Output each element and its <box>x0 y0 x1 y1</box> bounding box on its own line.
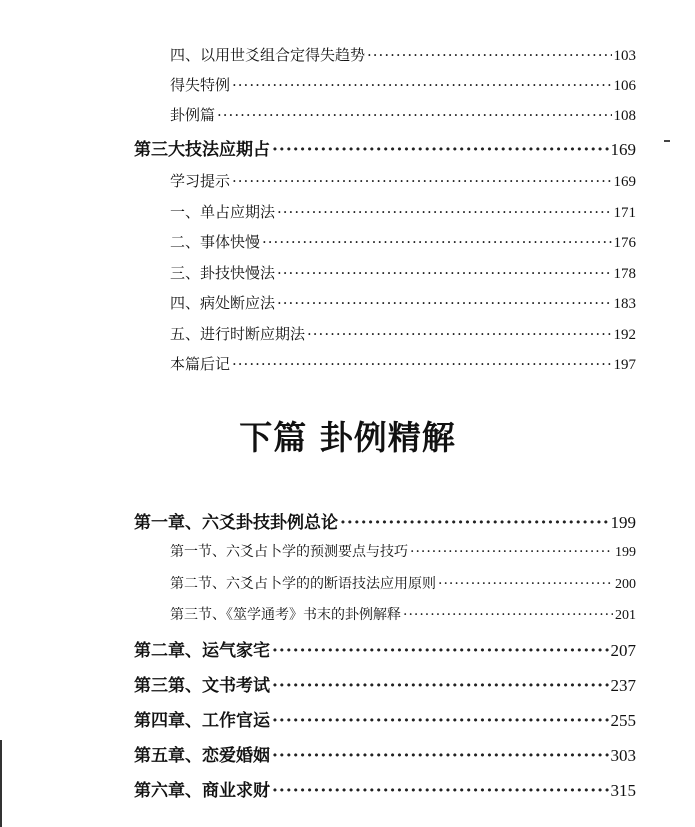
dot-leader <box>277 203 611 221</box>
toc-entry[interactable] <box>170 201 636 222</box>
toc-entry-page: 108 <box>613 108 636 124</box>
toc-entry-label: 得失特例 <box>170 76 231 94</box>
toc-chapter-entry[interactable] <box>134 706 636 731</box>
dot-leader <box>438 576 613 592</box>
toc-chapter-entry[interactable] <box>134 776 636 801</box>
toc-entry-page: 169 <box>610 140 636 159</box>
toc-entry-label: 第五章、恋爱婚姻 <box>134 746 270 766</box>
toc-entry-label: 四、以用世爻组合定得失趋势 <box>170 46 366 64</box>
toc-entry[interactable] <box>170 44 636 65</box>
dot-leader <box>403 607 613 623</box>
toc-entry-label: 第四章、工作官运 <box>134 711 270 731</box>
toc-chapter-entry[interactable] <box>134 508 636 533</box>
dot-leader <box>410 544 613 560</box>
dot-leader <box>272 711 609 731</box>
toc-entry[interactable] <box>170 323 636 344</box>
dot-leader <box>217 106 611 124</box>
toc-entry-page: 176 <box>613 235 636 251</box>
dot-leader <box>277 264 611 282</box>
toc-entry-label: 本篇后记 <box>170 355 231 373</box>
toc-entry-page: 169 <box>613 174 636 190</box>
toc-entry-page: 106 <box>613 78 636 94</box>
toc-entry[interactable] <box>170 74 636 95</box>
toc-entry[interactable] <box>170 104 636 125</box>
toc-entry-page: 103 <box>613 48 636 64</box>
toc-entry-label: 一、单占应期法 <box>170 203 276 221</box>
toc-entry-label: 学习提示 <box>170 172 231 190</box>
toc-entry-page: 200 <box>615 577 636 592</box>
toc-entry-page: 171 <box>613 205 636 221</box>
toc-chapter-entry[interactable] <box>134 671 636 696</box>
toc-entry-page: 178 <box>613 266 636 282</box>
toc-entry-page: 199 <box>610 513 636 532</box>
toc-entry-page: 255 <box>610 711 636 730</box>
toc-entry-label: 第一章、六爻卦技卦例总论 <box>134 513 338 533</box>
toc-entry-page: 207 <box>610 641 636 660</box>
dot-leader <box>272 641 609 661</box>
toc-chapter-entry[interactable] <box>134 741 636 766</box>
toc-section-entry[interactable] <box>170 604 636 624</box>
toc-entry-label: 第三第、文书考试 <box>134 676 270 696</box>
toc-entry-label: 第三节、《筮学通考》书末的卦例解释 <box>170 607 401 623</box>
toc-entry-label: 二、事体快慢 <box>170 233 261 251</box>
dot-leader <box>272 140 609 160</box>
dot-leader <box>272 781 609 801</box>
toc-entry-page: 199 <box>615 545 636 560</box>
part-title: 下篇 卦例精解 <box>239 418 456 457</box>
toc-entry-page: 303 <box>610 746 636 765</box>
toc-entry-label: 第二章、运气家宅 <box>134 641 270 661</box>
toc-entry-label: 四、病处断应法 <box>170 294 276 312</box>
toc-entry-label: 五、进行时断应期法 <box>170 325 306 343</box>
toc-entry[interactable] <box>170 262 636 283</box>
dot-leader <box>367 46 611 64</box>
toc-entry-page: 201 <box>615 608 636 623</box>
toc-entry-label: 第三大技法应期占 <box>134 140 270 160</box>
dot-leader <box>232 172 611 190</box>
dot-leader <box>340 513 609 533</box>
toc-entry-label: 第一节、六爻占卜学的预测要点与技巧 <box>170 544 408 560</box>
dot-leader <box>232 355 611 373</box>
dot-leader <box>307 325 611 343</box>
dot-leader <box>272 746 609 766</box>
toc-section-entry[interactable] <box>170 573 636 593</box>
toc-chapter-entry[interactable] <box>134 636 636 661</box>
toc-entry[interactable] <box>170 170 636 191</box>
dot-leader <box>272 676 609 696</box>
scan-speck <box>664 140 670 142</box>
dot-leader <box>232 76 611 94</box>
toc-entry[interactable] <box>170 292 636 313</box>
toc-entry-page: 315 <box>610 781 636 800</box>
toc-section-entry[interactable] <box>170 541 636 561</box>
dot-leader <box>277 294 611 312</box>
toc-chapter-entry[interactable] <box>134 135 636 160</box>
toc-entry-page: 197 <box>613 357 636 373</box>
toc-entry[interactable] <box>170 231 636 252</box>
dot-leader <box>262 233 611 251</box>
toc-entry-label: 第二节、六爻占卜学的的断语技法应用原则 <box>170 576 436 592</box>
toc-entry-page: 183 <box>613 296 636 312</box>
toc-entry-label: 卦例篇 <box>170 106 216 124</box>
toc-entry-page: 192 <box>613 327 636 343</box>
toc-entry-label: 三、卦技快慢法 <box>170 264 276 282</box>
toc-entry-label: 第六章、商业求财 <box>134 781 270 801</box>
toc-entry[interactable] <box>170 353 636 374</box>
toc-entry-page: 237 <box>610 676 636 695</box>
scan-edge-line <box>0 740 2 827</box>
